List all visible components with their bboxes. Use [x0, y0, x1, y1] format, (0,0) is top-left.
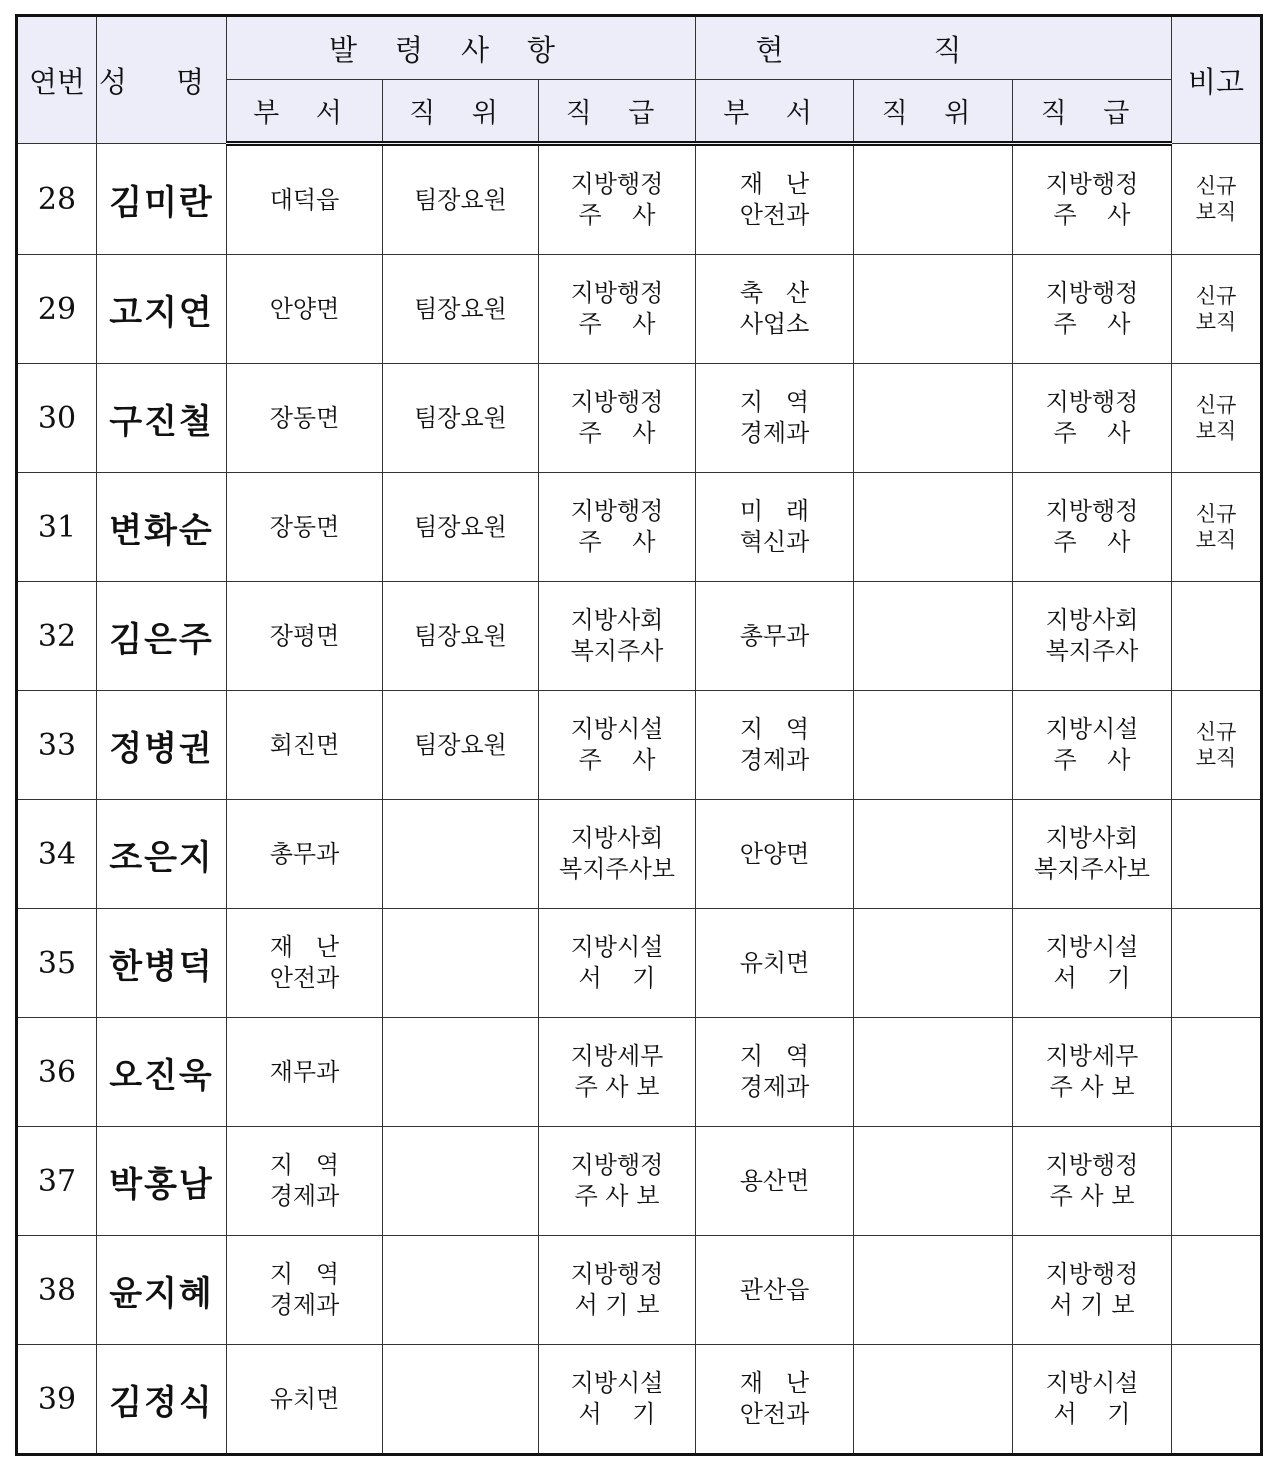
cell-line: 지방행정 — [1045, 170, 1139, 198]
cell-line: 지방사회 — [1045, 824, 1139, 852]
cell-line: 경제과 — [269, 1291, 340, 1319]
current-position-cell — [854, 364, 1013, 473]
cell-line: 지방행정 — [570, 1151, 664, 1179]
cell-line: 지 역 — [269, 1260, 340, 1288]
table-row — [17, 473, 1262, 582]
order-grade-cell — [539, 1018, 696, 1127]
order-position-cell — [383, 255, 539, 364]
cell-line: 지방행정 — [1045, 388, 1139, 416]
order-position-cell — [383, 691, 539, 800]
order-grade-cell — [539, 144, 696, 255]
order-grade-cell — [539, 582, 696, 691]
cell-line: 안양면 — [739, 839, 810, 868]
cell-line: 주 사 — [578, 528, 656, 556]
table-row — [17, 691, 1262, 800]
cell-line: 주 사 보 — [574, 1073, 660, 1101]
header-name: 성 명 — [97, 16, 227, 144]
header-current-grade: 직 급 — [1013, 80, 1172, 144]
header-order-dept: 부 서 — [227, 80, 383, 144]
order-dept-cell — [227, 691, 383, 800]
cell-line: 안전과 — [269, 964, 340, 992]
cell-line: 지방시설 — [570, 933, 664, 961]
employee-name: 박홍남 — [97, 1127, 227, 1236]
cell-line: 팀장요원 — [414, 621, 507, 650]
cell-line: 주 사 — [578, 419, 656, 447]
current-grade-cell — [1013, 1236, 1172, 1345]
cell-line: 주 사 — [578, 201, 656, 229]
cell-line: 지방시설 — [1045, 933, 1139, 961]
employee-name: 변화순 — [97, 473, 227, 582]
cell-line: 지방행정 — [1045, 1151, 1139, 1179]
order-dept-cell — [227, 1345, 383, 1455]
cell-line: 유치면 — [739, 948, 810, 977]
order-position-cell — [383, 144, 539, 255]
cell-line: 팀장요원 — [414, 730, 507, 759]
order-grade-cell — [539, 800, 696, 909]
current-dept-cell — [696, 255, 854, 364]
row-number: 28 — [17, 144, 97, 255]
table-row — [17, 364, 1262, 473]
current-position-cell — [854, 691, 1013, 800]
cell-line: 재 난 — [269, 933, 340, 961]
cell-line: 안양면 — [269, 294, 340, 323]
order-position-cell — [383, 473, 539, 582]
current-dept-cell — [696, 144, 854, 255]
cell-line: 보직 — [1195, 528, 1237, 552]
current-position-cell — [854, 473, 1013, 582]
order-dept-cell — [227, 1236, 383, 1345]
cell-line: 혁신과 — [739, 528, 810, 556]
cell-line: 유치면 — [269, 1384, 340, 1413]
cell-line: 재 난 — [739, 1369, 810, 1397]
cell-line: 주 사 — [1053, 201, 1131, 229]
cell-line: 대덕읍 — [269, 185, 340, 214]
cell-line: 경제과 — [739, 1073, 810, 1101]
cell-line: 보직 — [1195, 200, 1237, 224]
cell-line: 지방행정 — [570, 497, 664, 525]
row-number: 29 — [17, 255, 97, 364]
current-dept-cell — [696, 1236, 854, 1345]
header-current-group: 현직 — [696, 16, 1172, 80]
order-grade-cell — [539, 1127, 696, 1236]
note-cell — [1172, 1127, 1262, 1236]
cell-line: 팀장요원 — [414, 512, 507, 541]
cell-line: 장평면 — [269, 621, 340, 650]
cell-line: 신규 — [1195, 502, 1237, 526]
current-dept-cell — [696, 582, 854, 691]
row-number: 35 — [17, 909, 97, 1018]
cell-line: 주 사 보 — [1049, 1073, 1135, 1101]
header-order-group: 발령사항 — [227, 16, 696, 80]
current-grade-cell — [1013, 1018, 1172, 1127]
current-grade-cell — [1013, 909, 1172, 1018]
cell-line: 지방사회 — [570, 824, 664, 852]
employee-name: 윤지혜 — [97, 1236, 227, 1345]
header-current-dept: 부 서 — [696, 80, 854, 144]
table-row — [17, 255, 1262, 364]
cell-line: 지방사회 — [1045, 606, 1139, 634]
cell-line: 지방행정 — [570, 170, 664, 198]
cell-line: 서 기 — [578, 1400, 656, 1428]
cell-line: 지방행정 — [1045, 1260, 1139, 1288]
cell-line: 서 기 — [578, 964, 656, 992]
employee-name: 김정식 — [97, 1345, 227, 1455]
employee-name: 고지연 — [97, 255, 227, 364]
cell-line: 재 난 — [739, 170, 810, 198]
row-number: 36 — [17, 1018, 97, 1127]
cell-line: 주 사 보 — [1049, 1182, 1135, 1210]
cell-line: 지 역 — [739, 1042, 810, 1070]
header-current-position: 직 위 — [854, 80, 1013, 144]
header-no: 연번 — [17, 16, 97, 144]
cell-line: 지방사회 — [570, 606, 664, 634]
cell-line: 안전과 — [739, 1400, 810, 1428]
cell-line: 총무과 — [739, 621, 810, 650]
order-position-cell — [383, 1127, 539, 1236]
current-position-cell — [854, 1127, 1013, 1236]
current-grade-cell — [1013, 582, 1172, 691]
table-row — [17, 1345, 1262, 1455]
current-grade-cell — [1013, 144, 1172, 255]
row-number: 31 — [17, 473, 97, 582]
order-grade-cell — [539, 1345, 696, 1455]
employee-name: 조은지 — [97, 800, 227, 909]
order-dept-cell — [227, 473, 383, 582]
cell-line: 지 역 — [739, 715, 810, 743]
cell-line: 주 사 — [1053, 310, 1131, 338]
table-row — [17, 909, 1262, 1018]
row-number: 37 — [17, 1127, 97, 1236]
cell-line: 경제과 — [269, 1182, 340, 1210]
order-dept-cell — [227, 1018, 383, 1127]
employee-name: 김은주 — [97, 582, 227, 691]
cell-line: 안전과 — [739, 201, 810, 229]
header-order-position: 직 위 — [383, 80, 539, 144]
cell-line: 보직 — [1195, 419, 1237, 443]
note-cell — [1172, 1018, 1262, 1127]
cell-line: 지방행정 — [570, 1260, 664, 1288]
cell-line: 회진면 — [269, 730, 340, 759]
row-number: 39 — [17, 1345, 97, 1455]
cell-line: 관산읍 — [739, 1275, 810, 1304]
row-number: 30 — [17, 364, 97, 473]
cell-line: 서 기 — [1053, 1400, 1131, 1428]
current-position-cell — [854, 582, 1013, 691]
cell-line: 신규 — [1195, 393, 1237, 417]
cell-line: 사업소 — [739, 310, 810, 338]
current-position-cell — [854, 255, 1013, 364]
current-position-cell — [854, 1018, 1013, 1127]
cell-line: 지방행정 — [1045, 279, 1139, 307]
row-number: 32 — [17, 582, 97, 691]
current-grade-cell — [1013, 1345, 1172, 1455]
employee-name: 오진욱 — [97, 1018, 227, 1127]
personnel-table — [15, 14, 1263, 1456]
note-cell — [1172, 800, 1262, 909]
order-position-cell — [383, 1236, 539, 1345]
order-grade-cell — [539, 1236, 696, 1345]
header-note: 비고 — [1172, 16, 1262, 144]
order-dept-cell — [227, 909, 383, 1018]
order-position-cell — [383, 364, 539, 473]
current-dept-cell — [696, 1018, 854, 1127]
cell-line: 지 역 — [739, 388, 810, 416]
cell-line: 지방시설 — [1045, 715, 1139, 743]
cell-line: 총무과 — [269, 839, 340, 868]
order-grade-cell — [539, 691, 696, 800]
order-grade-cell — [539, 364, 696, 473]
table-row — [17, 144, 1262, 255]
order-grade-cell — [539, 473, 696, 582]
current-dept-cell — [696, 691, 854, 800]
current-grade-cell — [1013, 364, 1172, 473]
cell-line: 주 사 — [578, 310, 656, 338]
cell-line: 지방행정 — [1045, 497, 1139, 525]
note-cell — [1172, 364, 1262, 473]
cell-line: 지방시설 — [570, 715, 664, 743]
cell-line: 팀장요원 — [414, 185, 507, 214]
cell-line: 지 역 — [269, 1151, 340, 1179]
cell-line: 지방행정 — [570, 388, 664, 416]
cell-line: 지방세무 — [570, 1042, 664, 1070]
order-dept-cell — [227, 1127, 383, 1236]
row-number: 34 — [17, 800, 97, 909]
note-cell — [1172, 473, 1262, 582]
cell-line: 주 사 — [1053, 746, 1131, 774]
table-row — [17, 1018, 1262, 1127]
current-dept-cell — [696, 909, 854, 1018]
employee-name: 구진철 — [97, 364, 227, 473]
order-dept-cell — [227, 582, 383, 691]
cell-line: 장동면 — [269, 512, 340, 541]
cell-line: 재무과 — [269, 1057, 340, 1086]
row-number: 33 — [17, 691, 97, 800]
header-order-grade: 직 급 — [539, 80, 696, 144]
cell-line: 신규 — [1195, 720, 1237, 744]
cell-line: 팀장요원 — [414, 403, 507, 432]
cell-line: 주 사 — [1053, 528, 1131, 556]
table-row — [17, 800, 1262, 909]
current-dept-cell — [696, 1345, 854, 1455]
cell-line: 장동면 — [269, 403, 340, 432]
cell-line: 지방시설 — [570, 1369, 664, 1397]
cell-line: 복지주사보 — [1034, 855, 1150, 883]
note-cell — [1172, 255, 1262, 364]
table-row — [17, 1127, 1262, 1236]
note-cell — [1172, 691, 1262, 800]
order-dept-cell — [227, 800, 383, 909]
current-position-cell — [854, 144, 1013, 255]
current-position-cell — [854, 800, 1013, 909]
current-grade-cell — [1013, 473, 1172, 582]
current-position-cell — [854, 1236, 1013, 1345]
cell-line: 보직 — [1195, 746, 1237, 770]
current-position-cell — [854, 909, 1013, 1018]
note-cell — [1172, 1236, 1262, 1345]
current-dept-cell — [696, 473, 854, 582]
current-dept-cell — [696, 800, 854, 909]
cell-line: 경제과 — [739, 746, 810, 774]
current-grade-cell — [1013, 691, 1172, 800]
order-position-cell — [383, 582, 539, 691]
order-position-cell — [383, 909, 539, 1018]
cell-line: 주 사 — [1053, 419, 1131, 447]
note-cell — [1172, 909, 1262, 1018]
current-grade-cell — [1013, 1127, 1172, 1236]
cell-line: 지방시설 — [1045, 1369, 1139, 1397]
cell-line: 복지주사 — [1045, 637, 1139, 665]
cell-line: 신규 — [1195, 174, 1237, 198]
current-dept-cell — [696, 1127, 854, 1236]
order-dept-cell — [227, 364, 383, 473]
current-grade-cell — [1013, 800, 1172, 909]
cell-line: 주 사 보 — [574, 1182, 660, 1210]
note-cell — [1172, 1345, 1262, 1455]
employee-name: 정병권 — [97, 691, 227, 800]
order-grade-cell — [539, 255, 696, 364]
note-cell — [1172, 582, 1262, 691]
order-grade-cell — [539, 909, 696, 1018]
cell-line: 보직 — [1195, 310, 1237, 334]
cell-line: 복지주사보 — [559, 855, 675, 883]
order-position-cell — [383, 1345, 539, 1455]
cell-line: 서 기 — [1053, 964, 1131, 992]
cell-line: 미 래 — [739, 497, 810, 525]
table-row — [17, 1236, 1262, 1345]
cell-line: 주 사 — [578, 746, 656, 774]
employee-name: 김미란 — [97, 144, 227, 255]
order-dept-cell — [227, 255, 383, 364]
order-position-cell — [383, 800, 539, 909]
cell-line: 서 기 보 — [574, 1291, 660, 1319]
current-dept-cell — [696, 364, 854, 473]
cell-line: 지방세무 — [1045, 1042, 1139, 1070]
order-dept-cell — [227, 144, 383, 255]
table-row — [17, 582, 1262, 691]
cell-line: 경제과 — [739, 419, 810, 447]
employee-name: 한병덕 — [97, 909, 227, 1018]
cell-line: 신규 — [1195, 284, 1237, 308]
cell-line: 용산면 — [739, 1166, 810, 1195]
note-cell — [1172, 144, 1262, 255]
cell-line: 서 기 보 — [1049, 1291, 1135, 1319]
current-position-cell — [854, 1345, 1013, 1455]
row-number: 38 — [17, 1236, 97, 1345]
cell-line: 복지주사 — [570, 637, 664, 665]
cell-line: 축 산 — [739, 279, 810, 307]
current-grade-cell — [1013, 255, 1172, 364]
cell-line: 팀장요원 — [414, 294, 507, 323]
cell-line: 지방행정 — [570, 279, 664, 307]
order-position-cell — [383, 1018, 539, 1127]
